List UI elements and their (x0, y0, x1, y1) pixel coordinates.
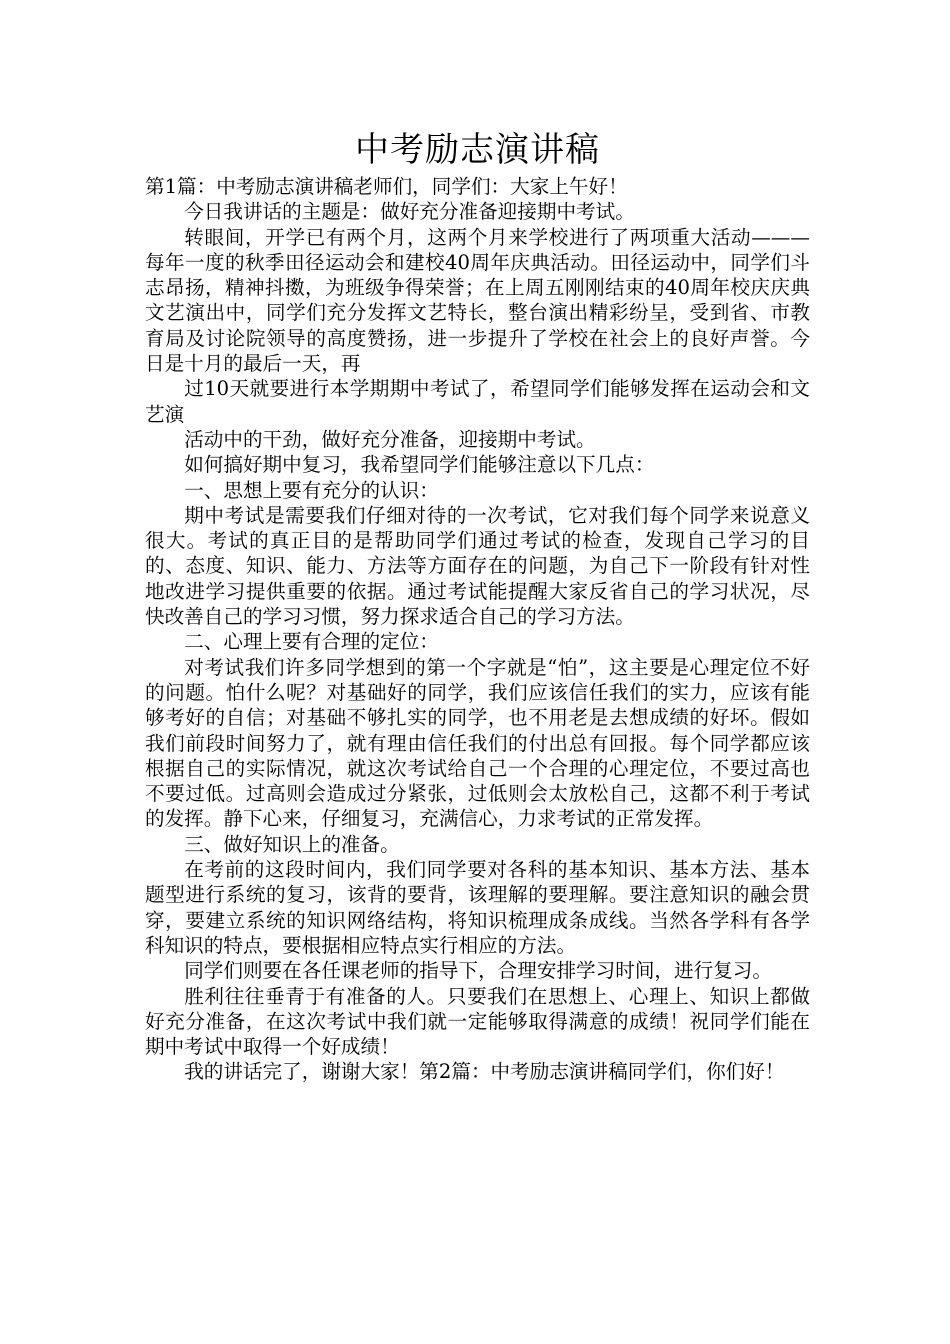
paragraph-10: 对考试我们许多同学想到的第一个字就是“怕”，这主要是心理定位不好的问题。怕什么呢？对基础好的同学，我们应该信任我们的实力，应该有能够考好的自信；对基础不够扎实的同学，也不用老是去想成绩的好坏。假如我们前段时间努力了，就有理由信任我们的付出总有回报。每个同学都应该根据自己的实际情况，就这次考试给自己一个合理的心理定位，不要过高也不要过低。过高则会造成过分紧张，过低则会太放松自己，这都不利于考试的发挥。静下心来，仔细复习，充满信心，力求考试的正常发挥。 (145, 655, 810, 831)
section-heading-3: 三、做好知识上的准备。 (184, 832, 400, 856)
paragraph-13: 同学们则要在各任课老师的指导下，合理安排学习时间，进行复习。 (184, 959, 772, 983)
paragraph-15: 我的讲话完了，谢谢大家！第2篇：中考励志演讲稿同学们，你们好！ (184, 1060, 785, 1084)
paragraph-3: 转眼间，开学已有两个月，这两个月来学校进行了两项重大活动———每年一度的秋季田径运动会和建校40周年庆典活动。田径运动中，同学们斗志昂扬，精神抖擞，为班级争得荣誉；在上周五刚刚结束的40周年校庆庆典文艺演出中，同学们充分发挥文艺特长，整台演出精彩纷呈，受到省、市教育局及讨论院领导的高度赞扬，进一步提升了学校在社会上的良好声誉。今日是十月的最后一天，再 (145, 225, 810, 376)
paragraph-5: 活动中的干劲，做好充分准备，迎接期中考试。 (184, 427, 596, 451)
paragraph-8: 期中考试是需要我们仔细对待的一次考试，它对我们每个同学来说意义很大。考试的真正目的是帮助同学们通过考试的检查，发现自己学习的目的、态度、知识、能力、方法等方面存在的问题，为自己下一阶段有针对性地改进学习提供重要的依据。通过考试能提醒大家反省自己的学习状况，尽快改善自己的学习习惯，努力探求适合自己的学习方法。 (145, 503, 810, 629)
section-heading-2: 二、心理上要有合理的定位： (184, 630, 439, 654)
document-body (145, 174, 810, 1085)
document-title: 中考励志演讲稿 (355, 130, 600, 170)
document-page (145, 128, 810, 1085)
paragraph-4: 过10天就要进行本学期期中考试了，希望同学们能够发挥在运动会和文艺演 (145, 377, 810, 426)
paragraph-6: 如何搞好期中复习，我希望同学们能够注意以下几点： (184, 453, 655, 477)
paragraph-14: 胜利往往垂青于有准备的人。只要我们在思想上、心理上、知识上都做好充分准备，在这次考试中我们就一定能够取得满意的成绩！祝同学们能在期中考试中取得一个好成绩！ (145, 984, 810, 1059)
paragraph-1: 第1篇：中考励志演讲稿老师们，同学们：大家上午好！ (145, 175, 628, 198)
paragraph-12: 在考前的这段时间内，我们同学要对各科的基本知识、基本方法、基本题型进行系统的复习，该背的要背，该理解的要理解。要注意知识的融会贯穿，要建立系统的知识网络结构，将知识梳理成条成线。当然各学科有各学科知识的特点，要根据相应特点实行相应的方法。 (145, 858, 810, 957)
section-heading-1: 一、思想上要有充分的认识： (184, 478, 439, 502)
paragraph-2: 今日我讲话的主题是：做好充分准备迎接期中考试。 (184, 200, 635, 224)
